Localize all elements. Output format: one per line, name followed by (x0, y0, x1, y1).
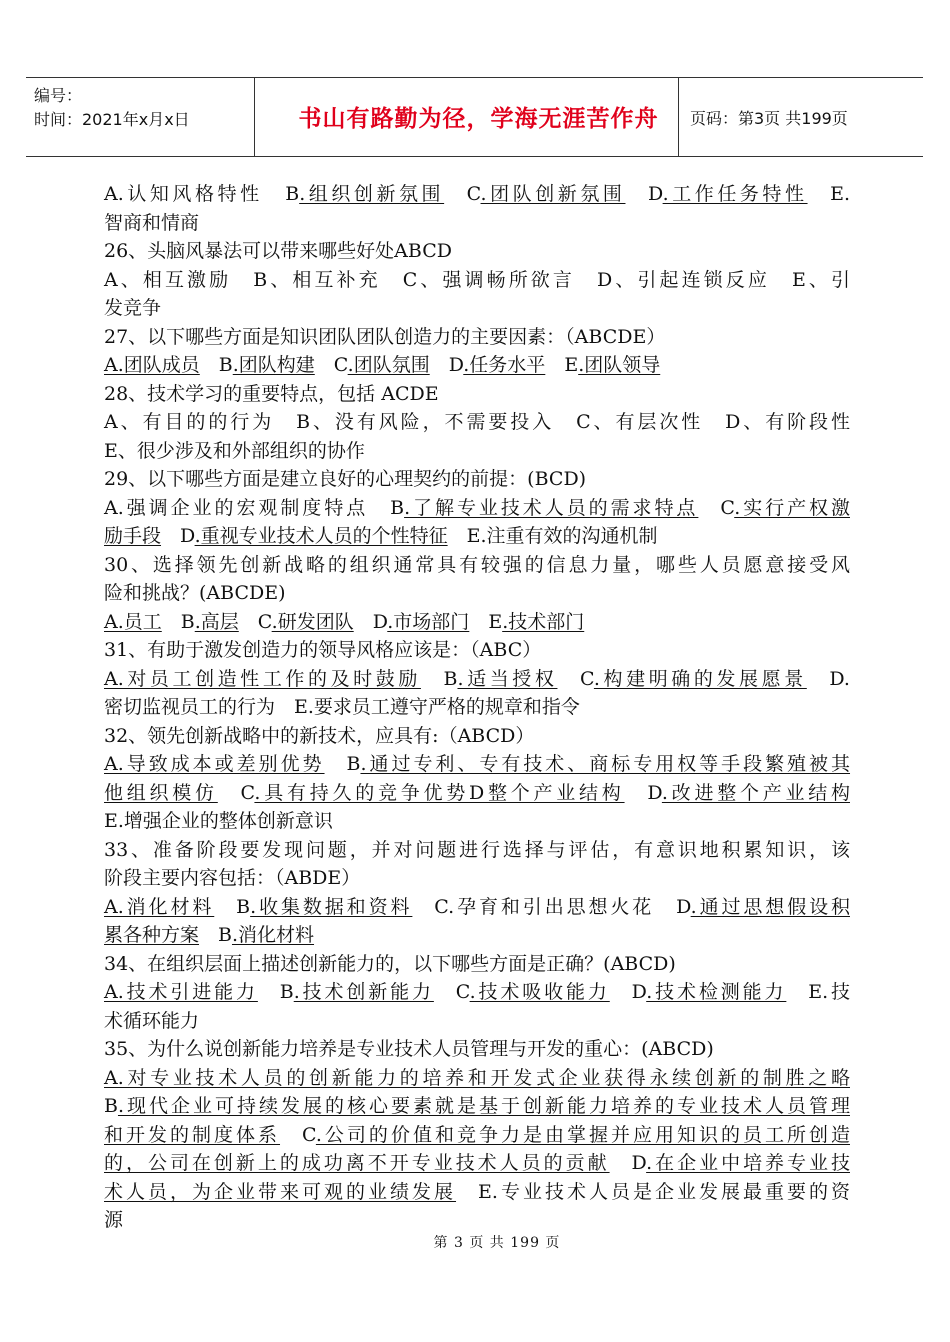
underlined-answer: .技术创新能力 (293, 981, 434, 1003)
text-segment: B (262, 183, 300, 205)
text-line (104, 950, 850, 979)
underlined-answer: .团队领导 (578, 354, 661, 376)
underlined-answer: .市场部门 (387, 610, 470, 633)
text-segment: B (104, 1095, 118, 1117)
text-segment: 33、准备阶段要发现问题，并对问题进行选择与评估，有意识地积累知识，该 (104, 838, 850, 861)
text-segment: 30、选择领先创新战略的组织通常具有较强的信息力量，哪些人员愿意接受风 (104, 553, 850, 576)
text-segment: A.认知风格特性 (104, 183, 263, 205)
underlined-answer: A.对专业技术人员的创新能力的培养和开发式企业获得永续创新的制胜之略 (104, 1066, 850, 1089)
text-segment: D (624, 781, 662, 804)
text-line (104, 1007, 850, 1036)
underlined-answer: A.团队成员 (104, 354, 200, 376)
underlined-answer: .通过专利、专有技术、商标专用权等手段繁殖被其 (360, 753, 851, 775)
text-line (104, 351, 850, 380)
text-segment: D (609, 1152, 647, 1174)
text-line (104, 750, 850, 779)
underlined-answer: .研发团队 (271, 610, 354, 633)
text-line (104, 323, 850, 352)
text-line (104, 380, 850, 409)
underlined-answer: A.对员工创造性工作的及时鼓励 (104, 667, 421, 690)
text-segment: E.增强企业的整体创新意识 (104, 810, 333, 832)
underlined-answer: .现代企业可持续发展的核心要素就是基于创新能力培养的专业技术人员管理 (117, 1095, 850, 1117)
text-segment: 32、领先创新战略中的新技术，应具有:（ABCD） (104, 724, 535, 747)
text-segment: A、相互激励 B、相互补充 C、强调畅所欲言 D、引起连锁反应 E、引 (104, 268, 850, 291)
underlined-answer: .组织创新氛围 (299, 183, 445, 205)
underlined-answer: .消化材料 (231, 924, 315, 946)
text-segment: C (557, 667, 594, 690)
text-segment: 阶段主要内容包括：（ABDE） (104, 867, 361, 889)
text-line (104, 266, 850, 295)
text-segment: D (353, 610, 388, 633)
underlined-answer: .在企业中培养专业技 (646, 1152, 850, 1174)
text-segment: B (257, 981, 294, 1003)
text-segment: D (429, 354, 464, 376)
text-segment: E (545, 354, 579, 376)
underlined-answer: .高层 (194, 610, 239, 633)
text-line (104, 693, 850, 722)
text-segment: B (161, 610, 195, 633)
text-segment: 险和挑战？(ABCDE) (104, 582, 286, 604)
text-segment: E.专业技术人员是企业发展最重要的资 (456, 1180, 850, 1203)
question-body (104, 180, 850, 1235)
underlined-answer: .收集数据和资料 (250, 895, 413, 918)
underlined-answer: 累各种方案 (104, 924, 200, 946)
underlined-answer: A.员工 (104, 610, 162, 633)
text-segment: B (324, 753, 361, 775)
underlined-answer: 的，公司在创新上的成功离不开专业技术人员的贡献 (104, 1152, 610, 1174)
text-segment: C (444, 183, 481, 205)
text-segment: D (161, 525, 195, 547)
header-page-label: 页码：第3页 共199页 (690, 109, 848, 128)
header-divider (254, 78, 255, 156)
text-segment: 29、以下哪些方面是建立良好的心理契约的前提：(BCD) (104, 468, 587, 490)
text-line (104, 893, 850, 922)
page-header (26, 77, 923, 157)
text-segment: 35、为什么说创新能力培养是专业技术人员管理与开发的重心：(ABCD) (104, 1038, 714, 1060)
text-segment: C.孕育和引出思想火花 D (412, 895, 691, 918)
text-segment: 智商和情商 (104, 211, 200, 234)
text-segment: E.注重有效的沟通机制 (447, 525, 658, 547)
text-segment: C (217, 781, 255, 804)
text-segment: 27、以下哪些方面是知识团队团队创造力的主要因素：（ABCDE） (104, 325, 666, 348)
text-segment: C (238, 610, 272, 633)
underlined-answer: .构建明确的发展愿景 (593, 667, 807, 690)
underlined-answer: A.导致成本或差别优势 (104, 753, 325, 775)
text-segment: C (698, 496, 735, 519)
text-segment: B (199, 354, 233, 376)
text-line (104, 1092, 850, 1121)
text-segment: 26、头脑风暴法可以带来哪些好处ABCD (104, 240, 452, 262)
text-line (104, 494, 850, 523)
underlined-answer: .技术吸收能力 (469, 981, 610, 1003)
underlined-answer: .公司的价值和竞争力是由掌握并应用知识的员工所创造 (315, 1123, 850, 1146)
text-line (104, 608, 850, 637)
text-line (104, 1178, 850, 1207)
underlined-answer: 术人员，为企业带来可观的业绩发展 (104, 1180, 457, 1203)
text-line (104, 180, 850, 209)
underlined-answer: .团队创新氛围 (480, 183, 626, 205)
text-segment: D (609, 981, 647, 1003)
text-segment: E. (807, 183, 851, 205)
underlined-answer: .适当授权 (457, 667, 558, 690)
text-segment: E.技 (786, 981, 851, 1003)
text-line (104, 437, 850, 466)
text-line (104, 864, 850, 893)
underlined-answer: .实行产权激 (734, 496, 850, 519)
text-segment: C (433, 981, 470, 1003)
text-segment: 源 (104, 1209, 124, 1231)
text-segment: 密切监视员工的行为 E.要求员工遵守严格的规章和指令 (104, 696, 580, 718)
text-line (104, 665, 850, 694)
underlined-answer: .团队氛围 (347, 354, 430, 376)
underlined-answer: .团队构建 (232, 354, 315, 376)
underlined-answer: .通过思想假设积 (690, 895, 850, 918)
text-line (104, 294, 850, 323)
text-segment: A、有目的的行为 B、没有风险，不需要投入 C、有层次性 D、有阶段性 (104, 411, 850, 433)
text-segment: 34、在组织层面上描述创新能力的，以下哪些方面是正确？(ABCD) (104, 952, 676, 975)
underlined-answer: A.消化材料 (104, 895, 215, 918)
underlined-answer: .技术检测能力 (646, 981, 787, 1003)
text-line (104, 722, 850, 751)
text-segment: B (420, 667, 458, 690)
text-segment: B (214, 895, 251, 918)
text-line (104, 1149, 850, 1178)
text-segment: C (280, 1123, 316, 1146)
underlined-answer: .任务水平 (463, 354, 546, 376)
underlined-answer: .重视专业技术人员的个性特征 (194, 525, 448, 547)
time-label: 时间：2021年x月x日 (34, 110, 190, 129)
header-meta (34, 84, 190, 132)
text-line (104, 978, 850, 1007)
text-line (104, 1121, 850, 1150)
text-line (104, 1064, 850, 1093)
text-segment: E (469, 610, 503, 633)
text-line (104, 807, 850, 836)
text-line (104, 1206, 850, 1235)
text-line (104, 779, 850, 808)
text-segment: C (314, 354, 348, 376)
text-segment: 31、有助于激发创造力的领导风格应该是：（ABC） (104, 639, 542, 661)
text-line (104, 408, 850, 437)
page-footer: 第 3 页 共 199 页 (433, 1235, 561, 1251)
underlined-answer: A.技术引进能力 (104, 981, 258, 1003)
header-divider (678, 78, 679, 156)
text-segment: B (199, 924, 232, 946)
text-segment: D (625, 183, 663, 205)
text-segment: 术循环能力 (104, 1009, 200, 1032)
text-line (104, 836, 850, 865)
text-segment: D. (806, 667, 850, 690)
text-line (104, 465, 850, 494)
text-segment: A.强调企业的宏观制度特点 B (104, 496, 405, 519)
underlined-answer: .技术部门 (502, 610, 585, 633)
text-segment: E、很少涉及和外部组织的协作 (104, 439, 365, 462)
number-label: 编号： (34, 86, 83, 105)
underlined-answer: 他组织模仿 (104, 781, 218, 804)
text-line (104, 237, 850, 266)
underlined-answer: .了解专业技术人员的需求特点 (404, 496, 699, 519)
text-line (104, 921, 850, 950)
text-line (104, 209, 850, 238)
underlined-answer: .工作任务特性 (662, 183, 808, 205)
text-line (104, 1035, 850, 1064)
header-motto: 书山有路勤为径，学海无涯苦作舟 (298, 106, 659, 132)
underlined-answer: 励手段 (104, 525, 162, 547)
text-line (104, 636, 850, 665)
text-segment: 28、技术学习的重要特点，包括 ACDE (104, 382, 439, 405)
underlined-answer: .改进整个产业结构 (661, 781, 850, 804)
text-segment: 发竞争 (104, 297, 162, 319)
text-line (104, 522, 850, 551)
text-line (104, 579, 850, 608)
underlined-answer: .具有持久的竞争优势D整个产业结构 (254, 781, 625, 804)
underlined-answer: 和开发的制度体系 (104, 1123, 281, 1146)
text-line (104, 551, 850, 580)
